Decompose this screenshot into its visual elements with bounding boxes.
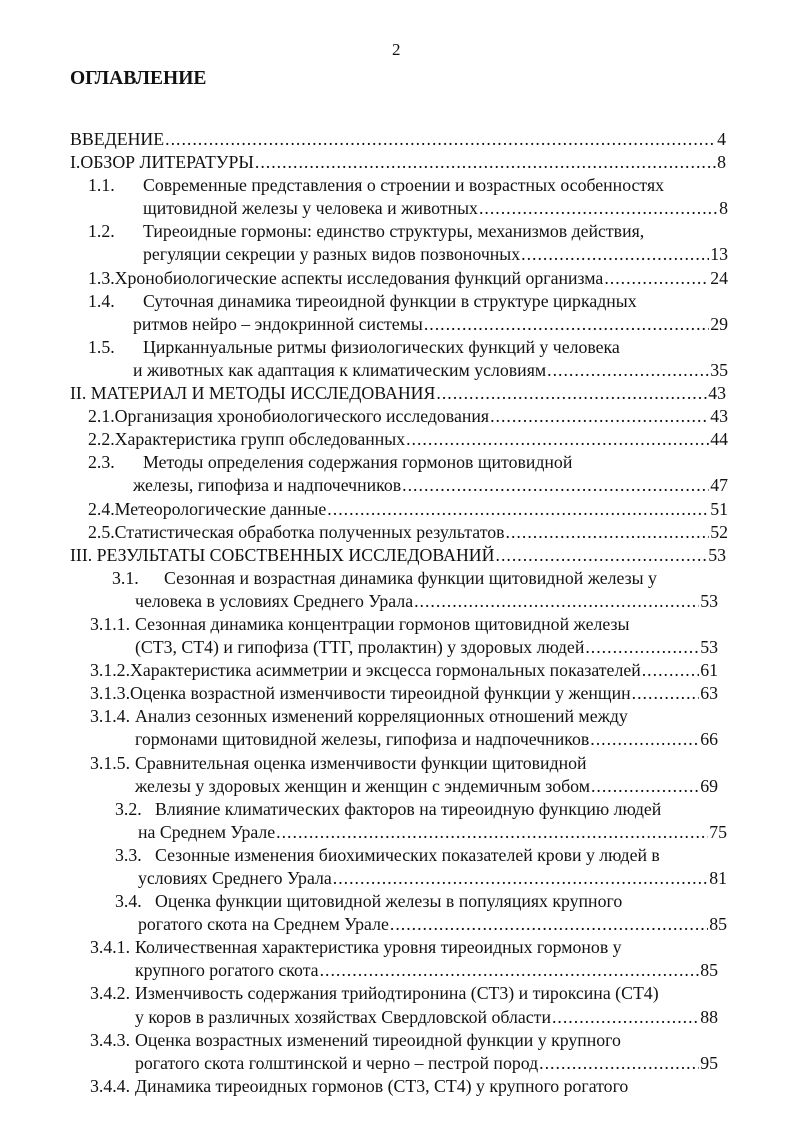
dot-leader	[521, 243, 709, 266]
toc-entry-number: 3.1.2.	[90, 660, 131, 681]
toc-entry-line	[88, 428, 728, 451]
toc-page-number: 85	[700, 960, 718, 981]
toc-entry[interactable]	[0, 752, 794, 798]
toc-entry-line	[88, 451, 728, 474]
toc-entry-number: 3.4.4.	[90, 1075, 131, 1096]
toc-entry-text: щитовидной железы у человека и животных	[143, 198, 478, 219]
toc-entry-text: Характеристика асимметрии и эксцесса гормональных показателей	[130, 660, 641, 681]
toc-page-number: 51	[710, 498, 728, 519]
toc-page-number: 95	[700, 1052, 718, 1073]
toc-entry-line	[135, 590, 718, 613]
toc-entry[interactable]	[0, 1075, 794, 1098]
toc-entry-line	[88, 521, 728, 544]
toc-entry-text: железы, гипофиза и надпочечников	[133, 475, 402, 496]
toc-entry[interactable]	[0, 890, 794, 936]
dot-leader	[414, 590, 699, 613]
toc-entry[interactable]	[0, 521, 794, 544]
toc-entry-line	[135, 728, 718, 751]
toc-entry[interactable]	[0, 544, 794, 567]
toc-entry-number: 3.1.1.	[90, 613, 131, 634]
toc-entry-line	[138, 821, 727, 844]
toc-entry-line	[90, 936, 718, 959]
toc-entry[interactable]	[0, 128, 794, 151]
toc-entry-text: Анализ сезонных изменений корреляционных отношений между	[135, 706, 628, 727]
toc-entry-text: Метеорологические данные	[114, 498, 327, 519]
toc-page-number: 53	[700, 637, 718, 658]
toc-entry-number: 2.1.	[88, 406, 115, 427]
page-title: ОГЛАВЛЕНИЕ	[70, 68, 207, 89]
toc-entry[interactable]	[0, 705, 794, 751]
toc-entry-text: Цирканнуальные ритмы физиологических функций у человека	[143, 336, 620, 357]
dot-leader	[424, 313, 709, 336]
toc-entry-number: 1.5.	[88, 336, 115, 357]
toc-page-number: 75	[709, 821, 727, 842]
toc-entry-text: Статистическая обработка полученных результатов	[114, 521, 505, 542]
toc-entry[interactable]	[0, 659, 794, 682]
dot-leader	[320, 959, 700, 982]
toc-entry-line	[138, 867, 727, 890]
toc-entry-line	[88, 405, 728, 428]
toc-entry-text: Сезонная и возрастная динамика функции щитовидной железы у	[164, 567, 657, 588]
toc-entry-text: Сезонные изменения биохимических показателей крови у людей в	[155, 844, 660, 865]
toc-entry-line	[135, 636, 718, 659]
toc-entry[interactable]	[0, 798, 794, 844]
toc-entry-number: 3.4.	[115, 891, 142, 912]
toc-entry[interactable]	[0, 382, 794, 405]
dot-leader	[479, 197, 718, 220]
dot-leader	[604, 267, 709, 290]
toc-entry-line	[88, 290, 728, 313]
toc-page-number: 63	[700, 683, 718, 704]
toc-entry[interactable]	[0, 151, 794, 174]
toc-entry-number: 3.3.	[115, 844, 142, 865]
toc-entry-text: регуляции секреции у разных видов позвоночных	[143, 244, 521, 265]
toc-page-number: 53	[700, 590, 718, 611]
toc-entry[interactable]	[0, 267, 794, 290]
toc-entry-number: 3.4.2.	[90, 983, 131, 1004]
toc-entry-line	[90, 1075, 718, 1098]
toc-entry-text: железы у здоровых женщин и женщин с эндемичным зобом	[135, 775, 590, 796]
toc-entry-line	[70, 128, 726, 151]
toc-page-number: 88	[700, 1006, 718, 1027]
toc-page-number: 53	[708, 544, 726, 565]
page-number: 2	[392, 40, 401, 59]
toc-entry-text: на Среднем Урале	[138, 821, 276, 842]
toc-entry-line	[135, 775, 718, 798]
dot-leader	[547, 359, 709, 382]
toc-entry[interactable]	[0, 498, 794, 521]
toc-page-number: 35	[710, 359, 728, 380]
toc-entry-line	[70, 382, 726, 405]
toc-entry-text: Сезонная динамика концентрации гормонов щитовидной железы	[135, 613, 630, 634]
toc-entry[interactable]	[0, 290, 794, 336]
toc-page-number: 43	[710, 406, 728, 427]
toc-entry-text: ВВЕДЕНИЕ	[70, 129, 165, 149]
toc-entry-text: Оценка возрастных изменений тиреоидной функции у крупного	[135, 1029, 621, 1050]
toc-page-number: 24	[710, 267, 728, 288]
dot-leader	[490, 405, 709, 428]
dot-leader	[590, 728, 699, 751]
toc-entry[interactable]	[0, 336, 794, 382]
toc-entry-line	[88, 336, 728, 359]
toc-entry-text: III. РЕЗУЛЬТАТЫ СОБСТВЕННЫХ ИССЛЕДОВАНИЙ	[70, 544, 495, 565]
toc-entry-line	[143, 243, 728, 266]
toc-entry-line	[133, 359, 728, 382]
toc-entry-number: 1.1.	[88, 175, 115, 196]
toc-page-number: 66	[700, 729, 718, 750]
toc-entry[interactable]	[0, 451, 794, 497]
toc-entry-line	[133, 474, 728, 497]
toc-page-number: 85	[709, 914, 727, 935]
toc-entry-number: 1.4.	[88, 290, 115, 311]
toc-entry-text: гормонами щитовидной железы, гипофиза и надпочечников	[135, 729, 590, 750]
toc-entry-text: Сравнительная оценка изменчивости функции щитовидной	[135, 752, 587, 773]
toc-entry-line	[90, 705, 718, 728]
toc-entry-text: ритмов нейро – эндокринной системы	[133, 313, 423, 334]
toc-entry-text: у коров в различных хозяйствах Свердловской области	[135, 1006, 551, 1027]
toc-entry-text: Суточная динамика тиреоидной функции в структуре циркадных	[143, 290, 637, 311]
toc-entry-line	[138, 913, 727, 936]
dot-leader	[591, 775, 699, 798]
toc-entry-number: 3.1.3.	[90, 683, 131, 704]
dot-leader	[632, 682, 700, 705]
toc-page-number: 29	[710, 313, 728, 334]
toc-entry[interactable]	[0, 936, 794, 982]
toc-entry-text: рогатого скота на Среднем Урале	[138, 914, 389, 935]
toc-page-number: 43	[708, 383, 726, 404]
toc-entry-text: Изменчивость содержания трийодтиронина (СТ3) и тироксина (СТ4)	[135, 983, 659, 1004]
toc-entry-number: 3.1.	[112, 567, 139, 588]
toc-entry-number: 2.2.	[88, 429, 115, 450]
toc-entry-text: Оценка возрастной изменчивости тиреоидной функции у женщин	[130, 683, 631, 704]
dot-leader	[585, 636, 699, 659]
toc-entry-number: 2.4.	[88, 498, 115, 519]
toc-page-number: 8	[719, 198, 728, 219]
toc-entry-text: Современные представления о строении и возрастных особенностях	[143, 175, 665, 196]
toc-entry-line	[112, 567, 718, 590]
toc-entry[interactable]	[0, 682, 794, 705]
toc-entry-line	[88, 267, 728, 290]
toc-page-number: 81	[709, 868, 727, 888]
toc-entry[interactable]	[0, 844, 794, 890]
toc-page-number: 44	[710, 429, 728, 450]
toc-entry-text: Количественная характеристика уровня тиреоидных гормонов у	[135, 937, 622, 958]
toc-entry-line	[88, 220, 728, 243]
dot-leader	[506, 521, 710, 544]
toc-page-number: 8	[717, 152, 726, 173]
toc-entry-text: Оценка функции щитовидной железы в популяциях крупного	[155, 891, 623, 912]
toc-entry-line	[115, 798, 727, 821]
toc-entry-line	[90, 752, 718, 775]
toc-entry-line	[90, 659, 718, 682]
toc-entry-line	[135, 959, 718, 982]
toc-page-number: 4	[717, 129, 726, 149]
dot-leader	[402, 474, 709, 497]
toc-entry-text: II. МАТЕРИАЛ И МЕТОДЫ ИССЛЕДОВАНИЯ	[70, 383, 436, 404]
toc-entry-line	[70, 544, 726, 567]
toc-entry-text: I.ОБЗОР ЛИТЕРАТУРЫ	[70, 152, 254, 173]
toc-page-number: 13	[710, 244, 728, 265]
toc-page-number: 69	[700, 775, 718, 796]
toc-entry-line	[88, 498, 728, 521]
toc-entry-number: 3.4.1.	[90, 937, 131, 958]
dot-leader	[539, 1052, 699, 1075]
toc-entry[interactable]	[0, 982, 794, 1028]
toc-entry-number: 3.4.3.	[90, 1029, 131, 1050]
dot-leader	[496, 544, 708, 567]
toc-entry-number: 2.5.	[88, 521, 115, 542]
toc-entry-number: 2.3.	[88, 452, 115, 473]
toc-entry-line	[115, 844, 727, 867]
toc-entry-text: Характеристика групп обследованных	[114, 429, 406, 450]
toc-entry[interactable]	[0, 428, 794, 451]
toc-entry-number: 1.2.	[88, 221, 115, 242]
dot-leader	[436, 382, 707, 405]
toc-entry-text: рогатого скота голштинской и черно – пестрой пород	[135, 1052, 539, 1073]
toc-entry-line	[135, 1052, 718, 1075]
toc-entry[interactable]	[0, 613, 794, 659]
toc-entry[interactable]	[0, 174, 794, 220]
dot-leader	[165, 128, 716, 151]
toc-entry[interactable]	[0, 567, 794, 613]
dot-leader	[390, 913, 708, 936]
toc-entry-line	[90, 1029, 718, 1052]
dot-leader	[327, 498, 709, 521]
dot-leader	[255, 151, 716, 174]
toc-entry-number: 3.1.5.	[90, 752, 131, 773]
toc-entry-text: Динамика тиреоидных гормонов (СТ3, СТ4) у крупного рогатого	[135, 1075, 629, 1096]
toc-entry-text: Организация хронобиологического исследования	[114, 406, 490, 427]
table-of-contents	[0, 128, 794, 1098]
toc-entry-text: (СТ3, СТ4) и гипофиза (ТТГ, пролактин) у здоровых людей	[135, 637, 585, 658]
toc-entry-text: Тиреоидные гормоны: единство структуры, механизмов действия,	[143, 221, 645, 242]
toc-entry-line	[90, 982, 718, 1005]
toc-page-number: 47	[710, 475, 728, 496]
toc-entry-text: условиях Среднего Урала	[138, 868, 332, 888]
toc-entry[interactable]	[0, 405, 794, 428]
toc-entry-line	[90, 613, 718, 636]
toc-entry-line	[135, 1006, 718, 1029]
toc-page-number: 61	[700, 660, 718, 681]
toc-page-number: 52	[710, 521, 728, 542]
toc-entry-number: 3.1.4.	[90, 706, 131, 727]
toc-entry-text: Влияние климатических факторов на тиреоидную функцию людей	[155, 798, 662, 819]
toc-entry[interactable]	[0, 1029, 794, 1075]
toc-entry-line	[88, 174, 728, 197]
toc-entry-line	[133, 313, 728, 336]
toc-entry-text: и животных как адаптация к климатическим условиям	[133, 359, 547, 380]
toc-entry-text: Хронобиологические аспекты исследования функций организма	[114, 267, 604, 288]
toc-entry-number: 1.3.	[88, 267, 115, 288]
dot-leader	[552, 1006, 699, 1029]
toc-entry-text: Методы определения содержания гормонов щитовидной	[143, 452, 573, 473]
toc-entry-line	[115, 890, 727, 913]
toc-entry-line	[143, 197, 728, 220]
toc-entry-line	[70, 151, 726, 174]
toc-entry[interactable]	[0, 220, 794, 266]
dot-leader	[406, 428, 709, 451]
dot-leader	[642, 659, 699, 682]
dot-leader	[333, 867, 708, 890]
toc-entry-line	[90, 682, 718, 705]
toc-entry-text: человека в условиях Среднего Урала	[135, 590, 414, 611]
dot-leader	[276, 821, 708, 844]
toc-entry-text: крупного рогатого скота	[135, 960, 319, 981]
toc-entry-number: 3.2.	[115, 798, 142, 819]
